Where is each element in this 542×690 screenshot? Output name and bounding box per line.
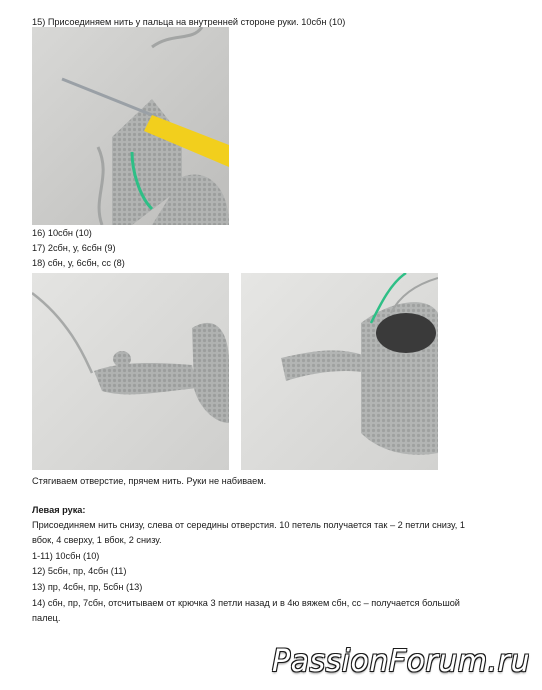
close-hole-text: Стягиваем отверстие, прячем нить. Руки не набиваем. [32,476,267,486]
left-arm-heading: Левая рука: [32,505,86,515]
step-17-text: 17) 2сбн, у, 6сбн (9) [32,243,116,253]
photo-hook-thumb [32,27,229,225]
watermark-passionforum: PassionForum.ru [271,644,530,679]
photo-arm-attached [241,273,438,470]
photo-hook-thumb-image [32,27,229,225]
row-1-11-text: 1-11) 10сбн (10) [32,551,100,561]
photo-finished-arm [32,273,229,470]
row-13-text: 13) пр, 4сбн, пр, 5сбн (13) [32,582,143,592]
row-14-line-2: палец. [32,613,61,623]
left-arm-intro-line-2: вбок, 4 сверху, 1 вбок, 2 снизу. [32,535,162,545]
step-16-text: 16) 10сбн (10) [32,228,92,238]
left-arm-intro-line-1: Присоединяем нить снизу, слева от середины отверстия. 10 петель получается так – 2 петли снизу, 1 [32,520,465,530]
step-15-text: 15) Присоединяем нить у пальца на внутренней стороне руки. 10сбн (10) [32,17,346,27]
row-12-text: 12) 5сбн, пр, 4сбн (11) [32,566,127,576]
photo-arm-attached-image [241,273,438,470]
photo-finished-arm-image [32,273,229,470]
step-18-text: 18) сбн, у, 6сбн, сс (8) [32,258,125,268]
row-14-line-1: 14) сбн, пр, 7сбн, отсчитываем от крючка 3 петли назад и в 4ю вяжем сбн, сс – получается большой [32,598,460,608]
